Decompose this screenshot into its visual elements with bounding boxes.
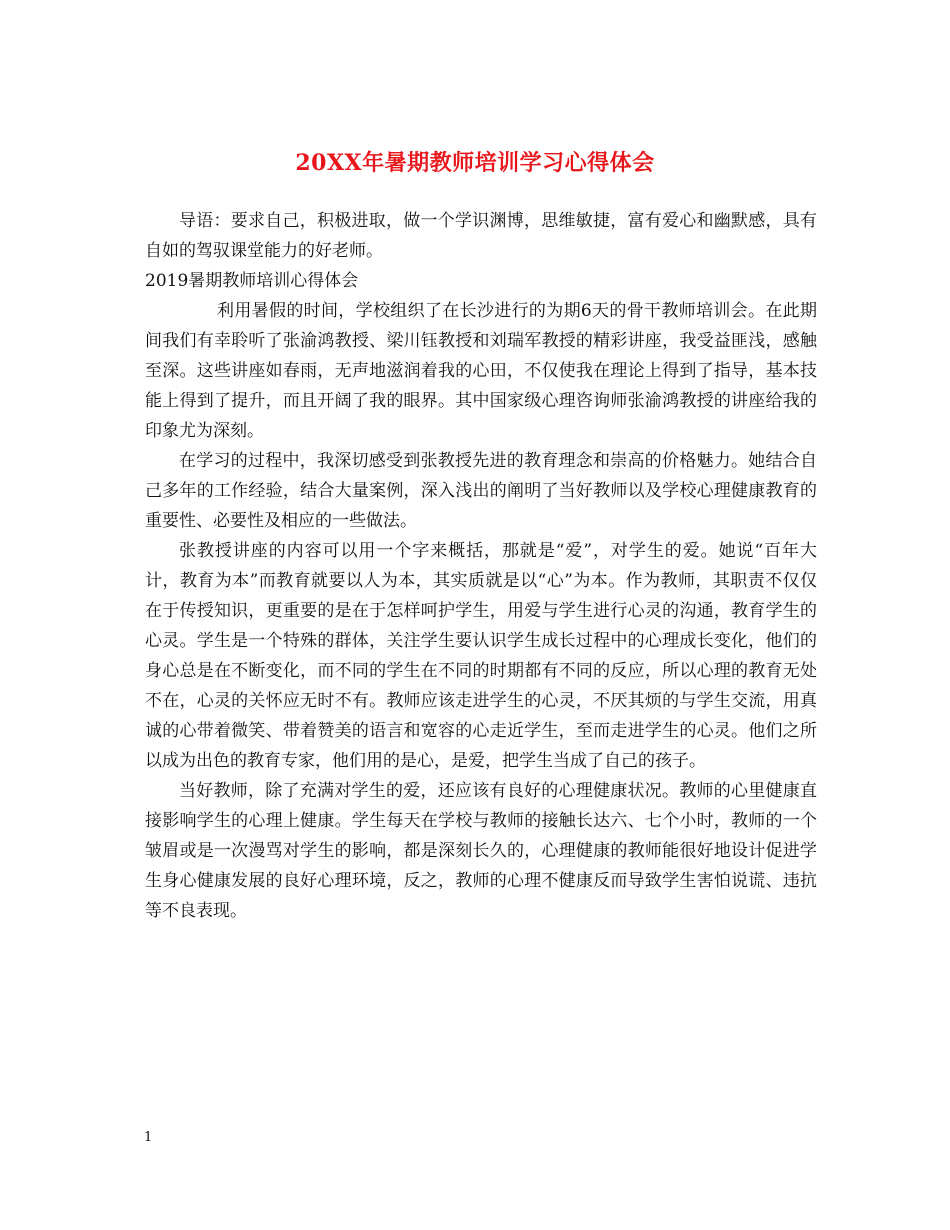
document-body [145,206,817,926]
body-paragraph-3: 张教授讲座的内容可以用一个字来概括，那就是“爱”，对学生的爱。她说“百年大计，教育为本”而教育就要以人为本，其实质就是以“心”为本。作为教师，其职责不仅仅在于传授知识，更重要的是在于怎样呵护学生，用爱与学生进行心灵的沟通，教育学生的心灵。学生是一个特殊的群体，关注学生要认识学生成长过程中的心理成长变化，他们的身心总是在不断变化，而不同的学生在不同的时期都有不同的反应，所以心理的教育无处不在，心灵的关怀应无时不有。教师应该走进学生的心灵，不厌其烦的与学生交流，用真诚的心带着微笑、带着赞美的语言和宽容的心走近学生，至而走进学生的心灵。他们之所以成为出色的教育专家，他们用的是心，是爱，把学生当成了自己的孩子。 [145,541,817,771]
body-paragraph-4: 当好教师，除了充满对学生的爱，还应该有良好的心理健康状况。教师的心里健康直接影响学生的心理上健康。学生每天在学校与教师的接触长达六、七个小时，教师的一个皱眉或是一次漫骂对学生的影响，都是深刻长久的，心理健康的教师能很好地设计促进学生身心健康发展的良好心理环境，反之，教师的心理不健康反而导致学生害怕说谎、违抗等不良表现。 [145,781,817,921]
body-paragraph-1: 利用暑假的时间，学校组织了在长沙进行的为期6天的骨干教师培训会。在此期间我们有幸聆听了张渝鸿教授、梁川钰教授和刘瑞军教授的精彩讲座，我受益匪浅，感触至深。这些讲座如春雨，无声地滋润着我的心田，不仅使我在理论上得到了指导，基本技能上得到了提升，而且开阔了我的眼界。其中国家级心理咨询师张渝鸿教授的讲座给我的印象尤为深刻。 [145,301,817,441]
document-title: 20XX年暑期教师培训学习心得体会 [295,149,655,176]
intro-paragraph: 导语：要求自己，积极进取，做一个学识渊博，思维敏捷，富有爱心和幽默感，具有自如的驾驭课堂能力的好老师。 [145,211,817,261]
page-number: 1 [144,1130,153,1145]
body-paragraph-2: 在学习的过程中，我深切感受到张教授先进的教育理念和崇高的价格魅力。她结合自己多年的工作经验，结合大量案例，深入浅出的阐明了当好教师以及学校心理健康教育的重要性、必要性及相应的一些做法。 [145,451,817,531]
section-subtitle: 2019暑期教师培训心得体会 [145,271,359,291]
